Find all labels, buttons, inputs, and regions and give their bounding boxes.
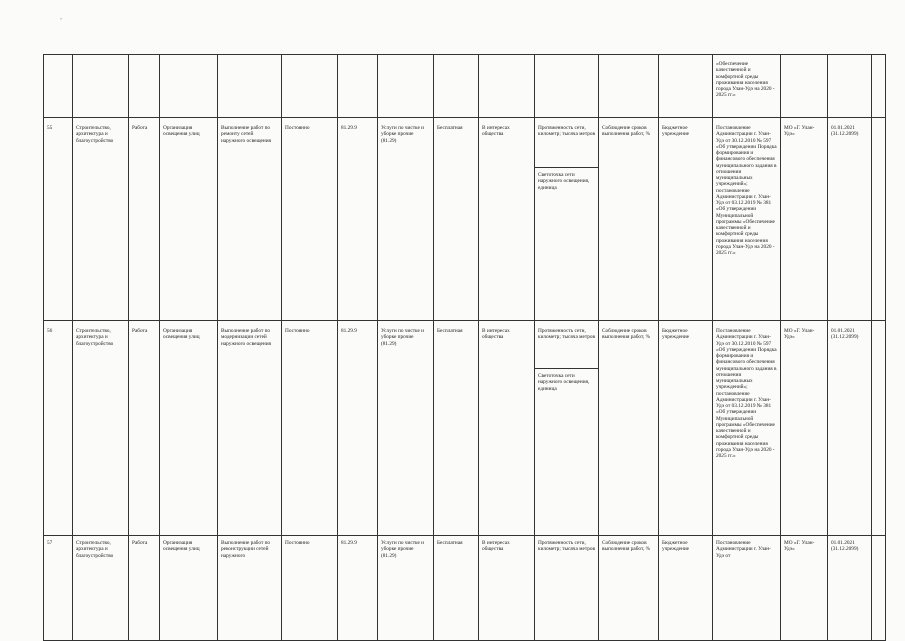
cell-num: 56 [44,321,73,536]
cell-okved-name: Услуги по чистке и уборке прочие (81.29) [378,536,434,641]
cell-document: Постановление Администрации г. Улан-Удэ от 30.12.2010 № 597 «Об утверждении Порядка формирования и финансового обеспечения муниципального задания в отношении муниципальных учреждений»; постановление Администрации г. Улан-Удэ от 03.12.2019 № 381 «Об утверждении Муниципальной программы «Обеспечение качественной и комфортной среды проживания населения города Улан-Удэ на 2020 - 2025 гг.» [713,321,781,536]
cell-okved: 81.29.9 [338,118,378,321]
cell-period: Постоянно [282,321,338,536]
cell-name: Организация освещения улиц [160,536,218,641]
cell-paid: Бесплатная [434,118,479,321]
cell-indicator-units: Светоточка сети наружного освещения, единица [535,168,599,321]
cell-founder [781,55,828,118]
cell-founder: МО «Г. Улан-Удэ» [781,536,828,641]
cell-quality: Соблюдение сроков выполнения работ, % [599,321,659,536]
cell-name: Организация освещения улиц [160,118,218,321]
cell-institution [659,55,713,118]
table-row [44,536,886,641]
cell-quality: Соблюдение сроков выполнения работ, % [599,536,659,641]
cell-type: Работа [129,536,160,641]
cell-document: «Обеспечение качественной и комфортной среды проживания населения города Улан-Удэ на 2020 - 2025 гг.» [713,55,781,118]
cell-paid: Бесплатная [434,321,479,536]
cell-content: Выполнение работ по ремонту сетей наружного освещения [218,118,282,321]
cell-quality: Соблюдение сроков выполнения работ, % [599,118,659,321]
services-register-table [43,54,886,641]
cell-num: 55 [44,118,73,321]
cell-okved: 81.29.9 [338,321,378,536]
cell-num: 57 [44,536,73,641]
cell-consumers: В интересах общества [479,118,535,321]
cell-indicator-volume: Протяженность сети, километр; тысяча метров [535,536,599,641]
cell-type: Работа [129,321,160,536]
cell-document: Постановление Администрации г. Улан-Удэ от [713,536,781,641]
cell-institution: Бюджетное учреждение [659,321,713,536]
cell-extra [872,55,886,118]
cell-num [44,55,73,118]
cell-extra [872,321,886,536]
cell-type: Работа [129,118,160,321]
cell-period: Постоянно [282,118,338,321]
cell-name [160,55,218,118]
cell-paid [434,55,479,118]
cell-extra [872,118,886,321]
cell-name: Организация освещения улиц [160,321,218,536]
cell-dates [828,55,872,118]
cell-consumers: В интересах общества [479,321,535,536]
table-row-continuation [44,55,886,118]
cell-consumers: В интересах общества [479,536,535,641]
table-row [44,118,886,168]
cell-indicator [535,55,599,118]
cell-indicator-volume: Протяженность сети, километр; тысяча метров [535,321,599,369]
cell-content [218,55,282,118]
cell-okved-name: Услуги по чистке и уборке прочие (81.29) [378,118,434,321]
cell-institution: Бюджетное учреждение [659,536,713,641]
cell-paid: Бесплатная [434,536,479,641]
cell-institution: Бюджетное учреждение [659,118,713,321]
cell-quality [599,55,659,118]
cell-okved [338,55,378,118]
cell-sector [73,55,129,118]
cell-period: Постоянно [282,536,338,641]
cell-document: Постановление Администрации г. Улан-Удэ от 30.12.2010 № 597 «Об утверждении Порядка формирования и финансового обеспечения муниципального задания в отношении муниципальных учреждений»; постановление Администрации г. Улан-Удэ от 03.12.2019 № 381 «Об утверждении Муниципальной программы «Обеспечение качественной и комфортной среды проживания населения города Улан-Удэ на 2020 - 2025 гг.» [713,118,781,321]
cell-consumers [479,55,535,118]
cell-extra [872,536,886,641]
cell-dates: 01.01.2021 (31.12.2099) [828,321,872,536]
cell-okved-name [378,55,434,118]
cell-dates: 01.01.2021 (31.12.2099) [828,536,872,641]
cell-content: Выполнение работ по модернизации сетей наружного освещения [218,321,282,536]
cell-period [282,55,338,118]
cell-okved-name: Услуги по чистке и уборке прочие (81.29) [378,321,434,536]
cell-founder: МО «Г. Улан-Удэ» [781,321,828,536]
cell-sector: Строительство, архитектура и благоустройство [73,321,129,536]
scan-mark: ʼ [60,18,62,24]
cell-indicator-units: Светоточка сети наружного освещения, единица [535,369,599,536]
table-row [44,321,886,369]
cell-indicator-volume: Протяженность сети, километр; тысяча метров [535,118,599,168]
cell-type [129,55,160,118]
cell-okved: 81.29.9 [338,536,378,641]
cell-content: Выполнение работ по реконструкции сетей наружного [218,536,282,641]
cell-sector: Строительство, архитектура и благоустройство [73,118,129,321]
cell-founder: МО «Г. Улан-Удэ» [781,118,828,321]
cell-sector: Строительство, архитектура и благоустройство [73,536,129,641]
cell-dates: 01.01.2021 (31.12.2099) [828,118,872,321]
